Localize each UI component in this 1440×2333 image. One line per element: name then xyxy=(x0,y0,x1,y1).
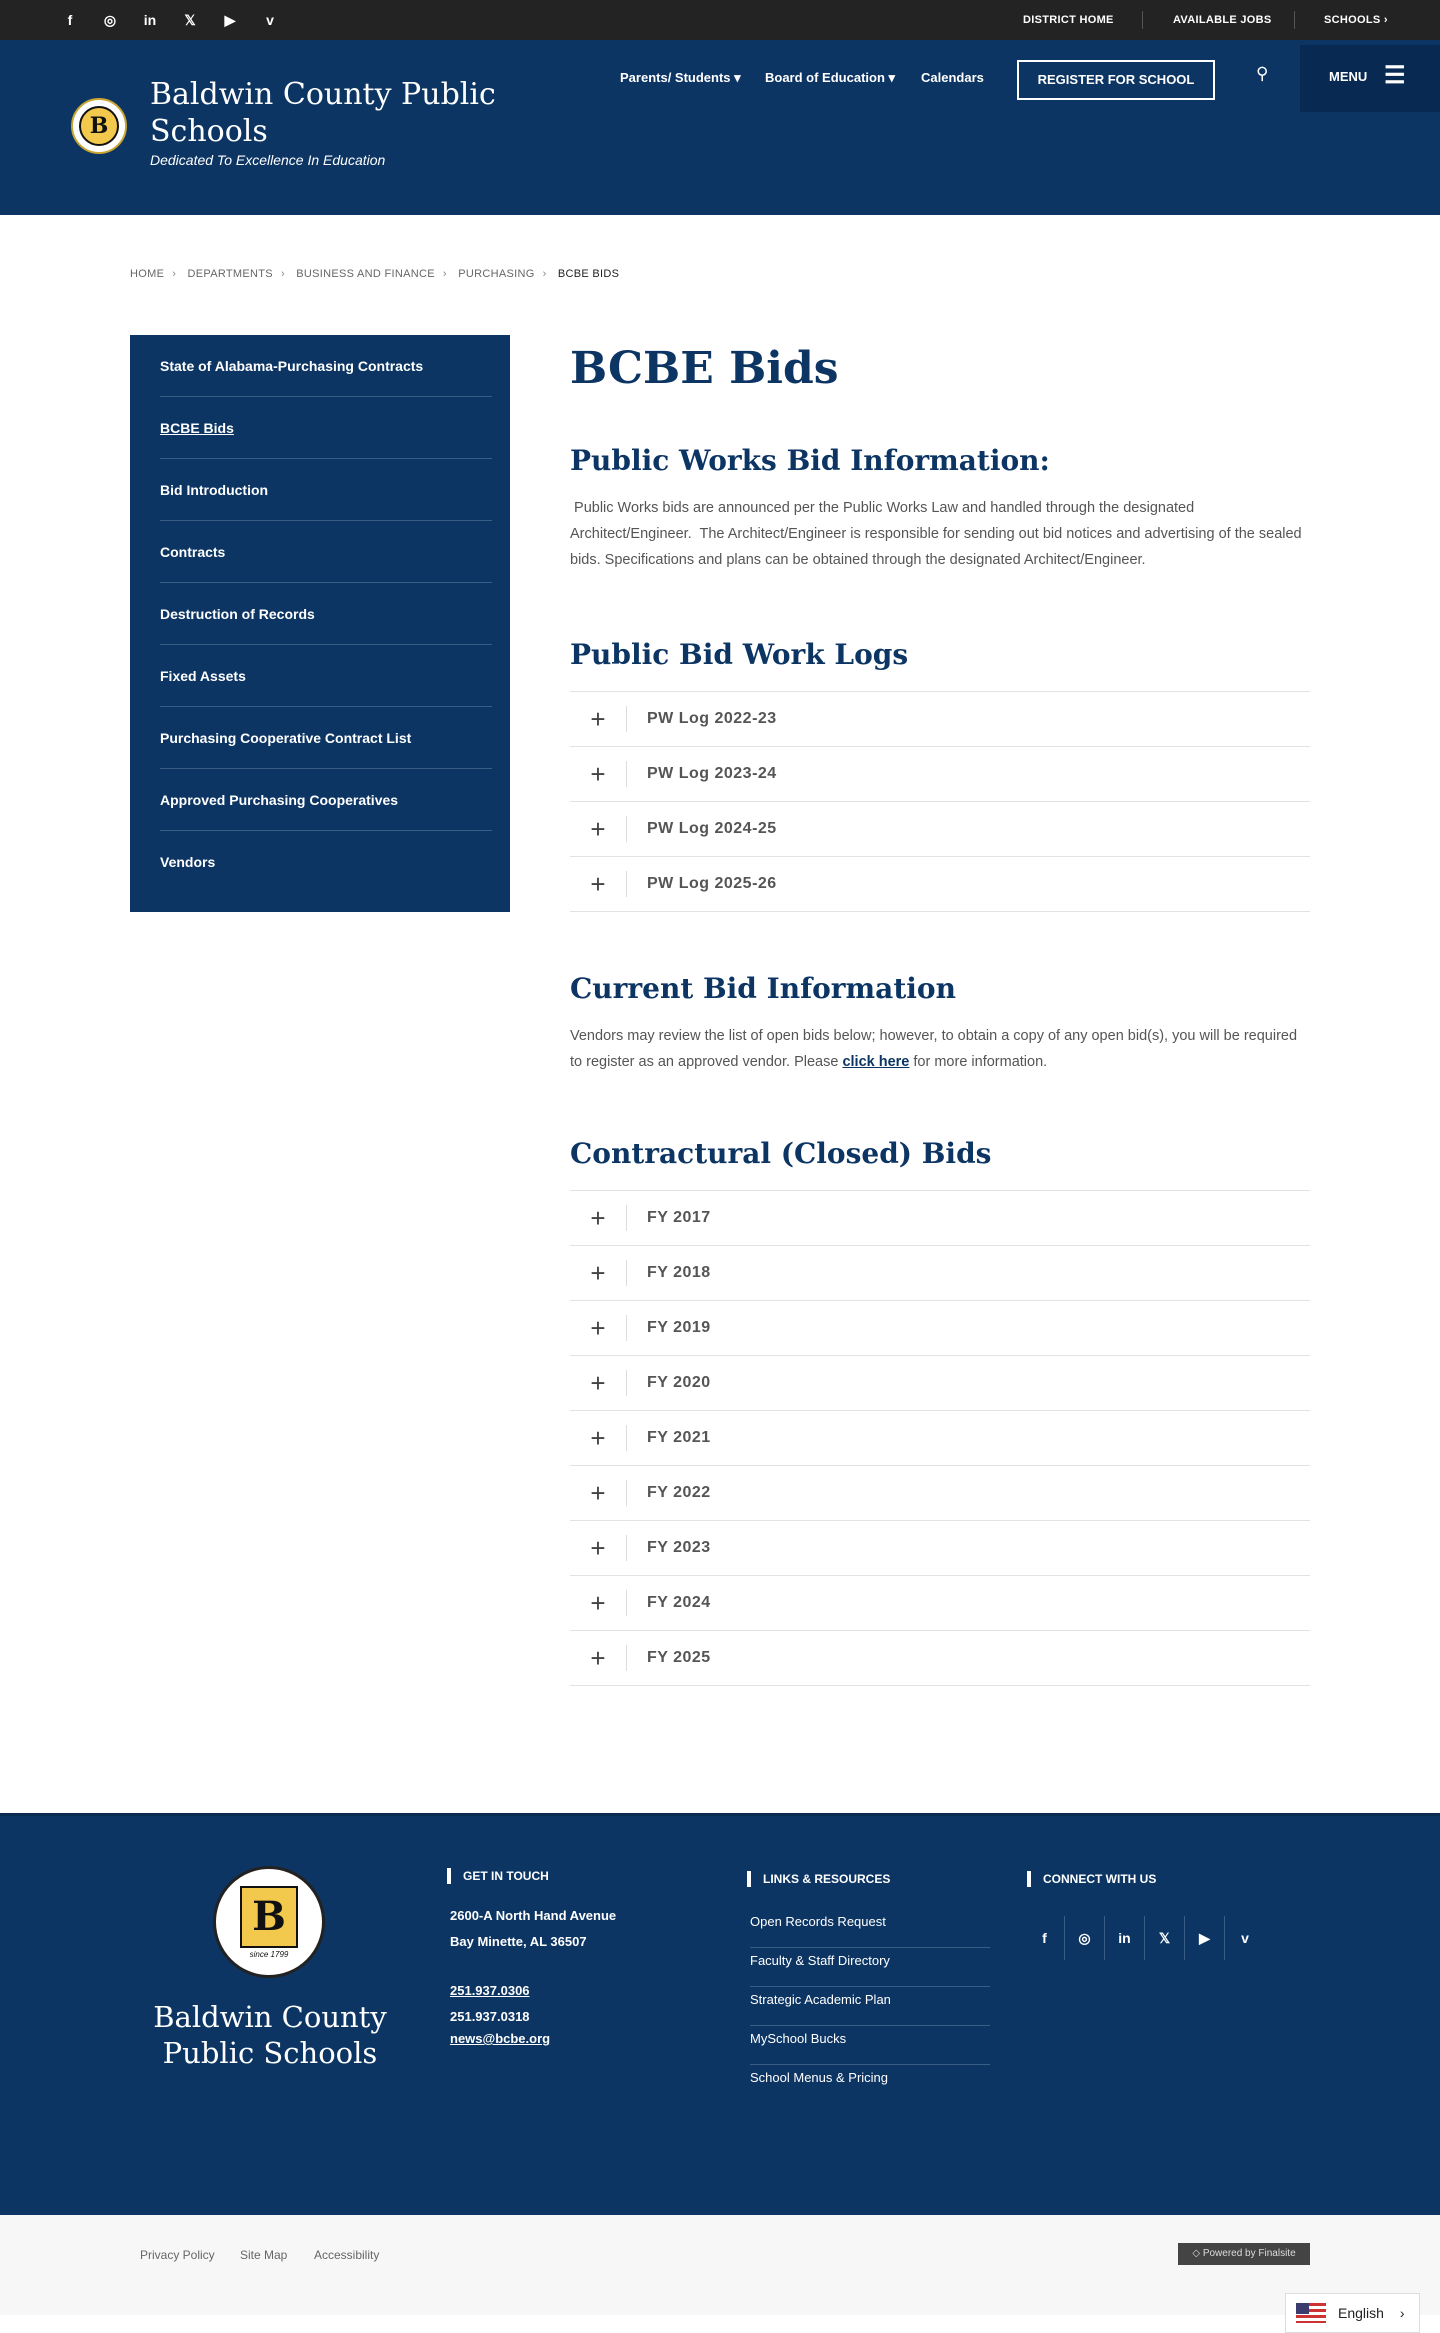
powered-by-finalsite-badge[interactable] xyxy=(1178,2243,1310,2265)
site-footer xyxy=(0,1813,1440,2215)
sidebar-item[interactable] xyxy=(160,769,492,831)
sidebar-item[interactable] xyxy=(160,831,492,893)
work-logs-heading: Public Bid Work Logs xyxy=(570,638,909,671)
sidebar-item[interactable] xyxy=(160,335,492,397)
sidebar-item-label: State of Alabama-Purchasing Contracts xyxy=(160,358,424,374)
plus-icon: + xyxy=(590,1422,606,1453)
sidebar-item[interactable] xyxy=(160,583,492,645)
page-title: BCBE Bids xyxy=(570,343,839,394)
powered-label: Powered by Finalsite xyxy=(1202,2248,1296,2259)
footer-district-name: Baldwin County Public Schools xyxy=(153,2000,387,2070)
address-line-1: 2600-A North Hand Avenue xyxy=(450,1908,617,1923)
vimeo-icon[interactable]: v xyxy=(266,12,274,28)
accordion-item[interactable] xyxy=(570,1411,1310,1466)
site-title[interactable]: Baldwin County Public Schools xyxy=(150,77,496,149)
accordion-label: FY 2023 xyxy=(647,1539,711,1556)
accordion-item[interactable] xyxy=(570,692,1310,747)
instagram-icon[interactable]: ◎ xyxy=(103,12,117,28)
sidebar-item[interactable] xyxy=(160,707,492,769)
accordion-item[interactable] xyxy=(570,1246,1310,1301)
plus-icon: + xyxy=(590,1367,606,1398)
links-resources-heading: LINKS & RESOURCES xyxy=(747,1871,890,1887)
sidebar-item-label: BCBE Bids xyxy=(160,420,234,436)
current-text-part: for more information. xyxy=(909,1054,1048,1070)
plus-icon: + xyxy=(590,703,606,734)
logo-letter: B xyxy=(79,106,119,146)
plus-icon: + xyxy=(590,1587,606,1618)
available-jobs-link[interactable]: AVAILABLE JOBS xyxy=(1173,14,1272,26)
plus-icon: + xyxy=(590,868,606,899)
accordion-label: PW Log 2025-26 xyxy=(647,875,777,892)
hamburger-icon: ☰ xyxy=(1384,62,1406,89)
site-tagline: Dedicated To Excellence In Education xyxy=(150,152,386,168)
breadcrumb-departments[interactable]: DEPARTMENTS xyxy=(187,268,273,280)
register-for-school-button[interactable]: REGISTER FOR SCHOOL xyxy=(1017,60,1215,100)
site-header xyxy=(0,40,1440,215)
finalsite-icon: ◇ xyxy=(1192,2248,1203,2259)
click-here-link[interactable]: click here xyxy=(842,1054,910,1070)
youtube-icon[interactable]: ▶ xyxy=(224,12,236,28)
accordion-item[interactable] xyxy=(570,1356,1310,1411)
sidebar-item-label: Fixed Assets xyxy=(160,668,246,684)
accordion-label: FY 2017 xyxy=(647,1209,711,1226)
plus-icon: + xyxy=(590,1642,606,1673)
sidebar-item[interactable] xyxy=(160,459,492,521)
sidebar-item-label: Bid Introduction xyxy=(160,482,269,498)
language-selector[interactable] xyxy=(1285,2293,1420,2333)
accordion-item[interactable] xyxy=(570,1301,1310,1356)
linkedin-icon[interactable]: in xyxy=(1105,1916,1145,1960)
privacy-policy-link[interactable]: Privacy Policy xyxy=(140,2248,215,2262)
language-label: English xyxy=(1338,2305,1384,2321)
plus-icon: + xyxy=(590,813,606,844)
menu-label: MENU xyxy=(1329,69,1368,84)
footer-link[interactable]: Open Records Request xyxy=(750,1909,990,1948)
nav-label: Board of Education xyxy=(765,70,885,85)
accordion-label: PW Log 2022-23 xyxy=(647,710,777,727)
us-flag-icon xyxy=(1296,2303,1326,2323)
accordion-item[interactable] xyxy=(570,1521,1310,1576)
accordion-label: FY 2018 xyxy=(647,1264,711,1281)
accordion-item[interactable] xyxy=(570,802,1310,857)
closed-bids-heading: Contractural (Closed) Bids xyxy=(570,1137,992,1170)
instagram-icon[interactable]: ◎ xyxy=(1065,1916,1105,1960)
breadcrumb-home[interactable]: HOME xyxy=(130,268,165,280)
phone-link[interactable]: 251.937.0306 xyxy=(450,1983,530,1998)
accordion-item[interactable] xyxy=(570,857,1310,912)
menu-button[interactable] xyxy=(1300,45,1440,112)
footer-link[interactable]: Faculty & Staff Directory xyxy=(750,1948,990,1987)
bottom-bar xyxy=(0,2215,1440,2321)
plus-icon: + xyxy=(590,1532,606,1563)
accordion-item[interactable] xyxy=(570,1191,1310,1246)
plus-icon: + xyxy=(590,1202,606,1233)
accordion-label: FY 2019 xyxy=(647,1319,711,1336)
breadcrumb-current: BCBE BIDS xyxy=(557,268,620,280)
current-bid-heading: Current Bid Information xyxy=(570,972,956,1005)
district-logo[interactable] xyxy=(71,98,127,154)
accordion-label: PW Log 2023-24 xyxy=(647,765,777,782)
accordion-label: FY 2022 xyxy=(647,1484,711,1501)
linkedin-icon[interactable]: in xyxy=(143,12,157,28)
site-map-link[interactable]: Site Map xyxy=(240,2248,288,2262)
nav-label: Parents/ Students xyxy=(620,70,731,85)
vimeo-icon[interactable]: v xyxy=(1241,1930,1249,1946)
connect-heading: CONNECT WITH US xyxy=(1027,1871,1156,1887)
work-logs-accordion xyxy=(570,691,1310,912)
nav-parents-students[interactable]: Parents/ Students ▾ xyxy=(620,70,741,85)
x-icon[interactable]: 𝕏 xyxy=(1145,1916,1185,1960)
accordion-item[interactable] xyxy=(570,1576,1310,1631)
email-link[interactable]: news@bcbe.org xyxy=(450,2031,551,2046)
nav-calendars[interactable]: Calendars xyxy=(921,70,984,85)
accordion-label: FY 2021 xyxy=(647,1429,711,1446)
sidebar-item-label: Approved Purchasing Cooperatives xyxy=(160,792,399,808)
sidebar-item[interactable] xyxy=(160,521,492,583)
breadcrumb-business-finance[interactable]: BUSINESS AND FINANCE xyxy=(296,268,435,280)
section-sidebar xyxy=(130,335,510,912)
schools-dropdown[interactable]: SCHOOLS › xyxy=(1324,14,1388,26)
schools-label: SCHOOLS xyxy=(1324,14,1381,26)
plus-icon: + xyxy=(590,1257,606,1288)
accessibility-link[interactable]: Accessibility xyxy=(314,2248,380,2262)
x-icon[interactable]: 𝕏 xyxy=(184,12,196,28)
accordion-label: FY 2024 xyxy=(647,1594,711,1611)
sidebar-item[interactable] xyxy=(160,645,492,707)
footer-link[interactable]: School Menus & Pricing xyxy=(750,2070,889,2085)
sidebar-item-label: Vendors xyxy=(160,854,216,870)
current-bid-text xyxy=(570,1023,1310,1075)
footer-link[interactable]: MySchool Bucks xyxy=(750,2026,990,2065)
chevron-right-icon: › xyxy=(1399,2305,1405,2321)
accordion-item[interactable] xyxy=(570,1631,1310,1686)
sidebar-item-label: Destruction of Records xyxy=(160,606,315,622)
plus-icon: + xyxy=(590,1312,606,1343)
facebook-icon[interactable]: f xyxy=(67,12,73,28)
sidebar-item-label: Contracts xyxy=(160,544,226,560)
district-home-link[interactable]: DISTRICT HOME xyxy=(1023,14,1114,26)
breadcrumb-purchasing[interactable]: PURCHASING xyxy=(458,268,535,280)
footer-logo xyxy=(213,1866,325,1978)
accordion-item[interactable] xyxy=(570,747,1310,802)
accordion-label: FY 2020 xyxy=(647,1374,711,1391)
sidebar-item-active[interactable] xyxy=(160,397,492,459)
facebook-icon[interactable]: f xyxy=(1025,1916,1065,1960)
accordion-label: PW Log 2024-25 xyxy=(647,820,777,837)
public-works-text: Public Works bids are announced per the Public Works Law and handled through the designated Architect/Engineer. The Architect/Engineer is responsible for sending out bid notices and advertising of the sealed bids. Specifications and plans can be obtained through the designated Architect/Engineer. xyxy=(570,500,1306,568)
fax-number: 251.937.0318 xyxy=(450,2009,530,2024)
current-text-part: Vendors may review the list of open bids below; however, to obtain a copy of any open bid(s), you will be required to register as an approved vendor. Please xyxy=(570,1028,1298,1070)
top-bar xyxy=(0,0,1440,40)
search-icon[interactable]: ⚲ xyxy=(1256,64,1269,83)
footer-link[interactable]: Strategic Academic Plan xyxy=(750,1987,990,2026)
get-in-touch-heading: GET IN TOUCH xyxy=(447,1868,549,1884)
accordion-item[interactable] xyxy=(570,1466,1310,1521)
nav-board-of-education[interactable]: Board of Education ▾ xyxy=(765,70,896,85)
address-line-2: Bay Minette, AL 36507 xyxy=(450,1934,587,1949)
breadcrumb: HOME › DEPARTMENTS › BUSINESS AND FINANCE › PURCHASING › BCBE BIDS xyxy=(130,268,620,280)
accordion-label: FY 2025 xyxy=(647,1649,711,1666)
youtube-icon[interactable]: ▶ xyxy=(1185,1916,1225,1960)
logo-since: since 1799 xyxy=(249,1949,289,1959)
main-content xyxy=(570,335,1310,1686)
public-works-heading: Public Works Bid Information: xyxy=(570,444,1050,477)
logo-letter: B xyxy=(240,1886,298,1948)
closed-bids-accordion xyxy=(570,1190,1310,1686)
sidebar-item-label: Purchasing Cooperative Contract List xyxy=(160,730,412,746)
plus-icon: + xyxy=(590,758,606,789)
plus-icon: + xyxy=(590,1477,606,1508)
